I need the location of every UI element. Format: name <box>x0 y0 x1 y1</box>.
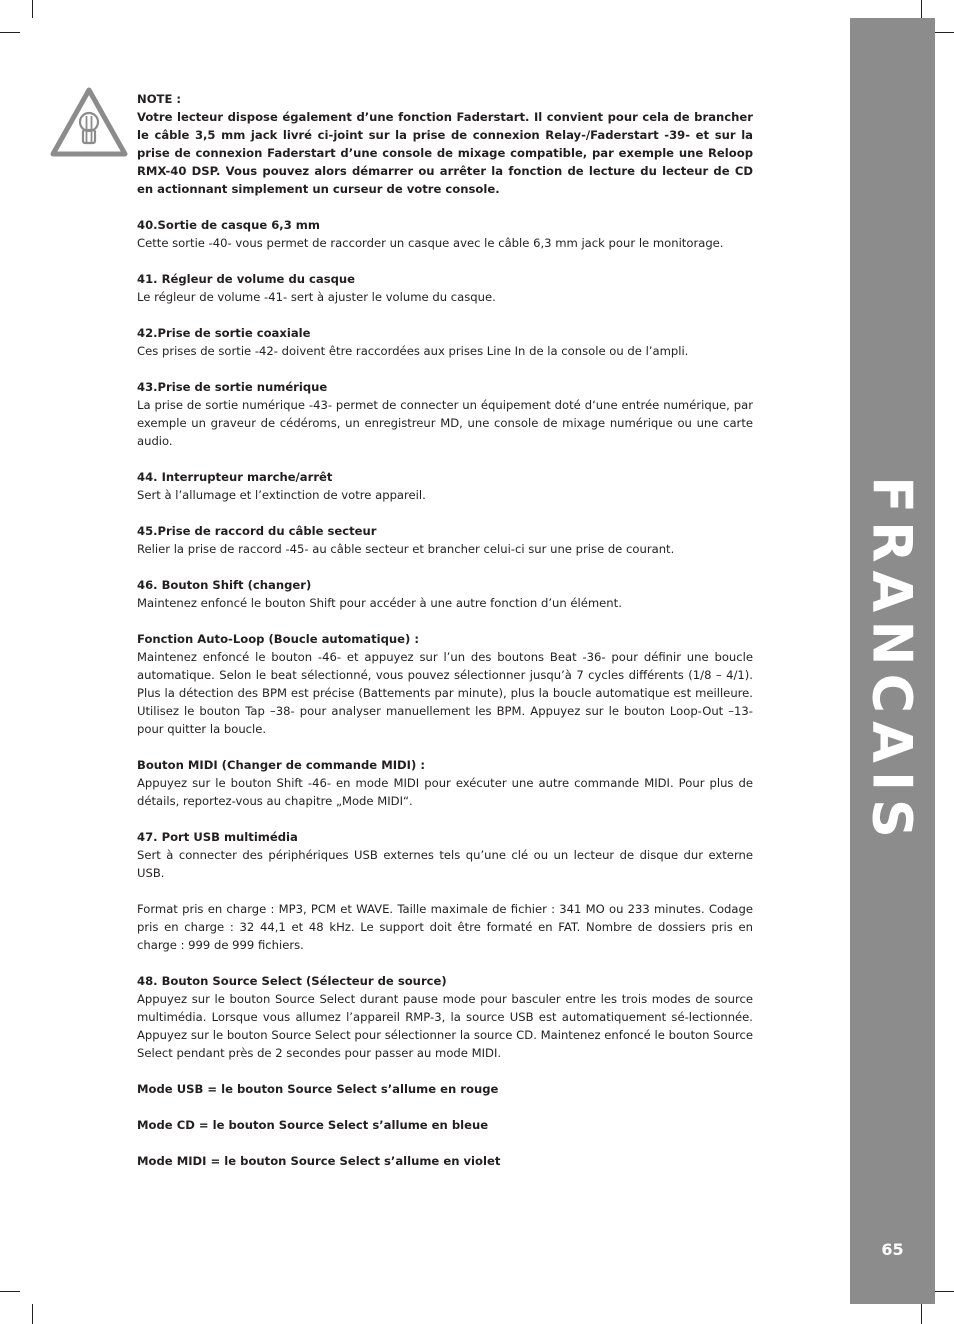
section-text: Cette sortie -40- vous permet de raccorder un casque avec le câble 6,3 mm jack pour le monitorage. <box>137 236 724 250</box>
crop-mark <box>32 1304 33 1324</box>
supported-formats-text: Format pris en charge : MP3, PCM et WAVE. Taille maximale de fichier : 341 MO ou 233 minutes. Codage pris en charge : 32 44,1 et 48 kHz. Le support doit être formaté en FAT. Nombre de dossiers pris en charge : 999 de 999 fichiers. <box>137 902 753 952</box>
note-heading: NOTE : <box>137 92 182 106</box>
section-text: La prise de sortie numérique -43- permet de connecter un équipement doté d‘une entrée numérique, par exemple un graveur de cédéroms, un enregistreur MD, une console de mixage numérique ou une carte audio. <box>137 398 753 448</box>
section-text: Sert à l’allumage et l’extinction de votre appareil. <box>137 488 426 502</box>
section-heading: Bouton MIDI (Changer de commande MIDI) : <box>137 758 425 772</box>
section-heading: 45.Prise de raccord du câble secteur <box>137 524 377 538</box>
mode-usb-line: Mode USB = le bouton Source Select s’allume en rouge <box>137 1082 499 1096</box>
mode-midi-line: Mode MIDI = le bouton Source Select s’allume en violet <box>137 1154 501 1168</box>
section-text: Sert à connecter des périphériques USB externes tels qu’une clé ou un lecteur de disque dur externe USB. <box>137 848 753 880</box>
section-text: Le régleur de volume -41- sert à ajuster le volume du casque. <box>137 290 496 304</box>
section-heading: 40.Sortie de casque 6,3 mm <box>137 218 320 232</box>
crop-mark <box>0 32 20 33</box>
page-number: 65 <box>881 1240 904 1259</box>
section-text: Maintenez enfoncé le bouton -46- et appuyez sur l’un des boutons Beat -36- pour définir une boucle automatique. Selon le beat sélectionné, vous pouvez sélectionner jusqu’à 7 cycles différents (1/8 – 4/1). Plus la détection des BPM est précise (Battements par minute), plus la boucle automatique est meilleure. Utilisez le bouton Tap –38- pour analyser manuellement les BPM. Appuyez sur le bouton Loop-Out –13- pour quitter la boucle. <box>137 650 753 736</box>
section-heading: Fonction Auto-Loop (Boucle automatique) : <box>137 632 420 646</box>
caution-triangle-lightbulb-icon <box>50 86 128 158</box>
section-heading: 48. Bouton Source Select (Sélecteur de source) <box>137 974 447 988</box>
crop-mark <box>921 1304 922 1324</box>
section-heading: 44. Interrupteur marche/arrêt <box>137 470 333 484</box>
section-text: Appuyez sur le bouton Shift -46- en mode MIDI pour exécuter une autre commande MIDI. Pour plus de détails, reportez-vous au chapitre „Mode MIDI“. <box>137 776 753 808</box>
language-title: FRANCAIS <box>860 476 924 846</box>
section-heading: 43.Prise de sortie numérique <box>137 380 328 394</box>
crop-mark <box>934 32 954 33</box>
mode-cd-line: Mode CD = le bouton Source Select s’allume en bleue <box>137 1118 489 1132</box>
note-text: Votre lecteur dispose également d’une fonction Faderstart. Il convient pour cela de brancher le câble 3,5 mm jack livré ci-joint sur la prise de connexion Relay-/Faderstart -39- et sur la prise de connexion Faderstart d’une console de mixage compatible, par exemple une Reloop RMX-40 DSP. Vous pouvez alors démarrer ou arrêter la fonction de lecture du lecteur de CD en actionnant simplement un curseur de votre console. <box>137 110 753 196</box>
crop-mark <box>921 0 922 18</box>
section-heading: 41. Régleur de volume du casque <box>137 272 356 286</box>
section-text: Ces prises de sortie -42- doivent être raccordées aux prises Line In de la console ou de l’ampli. <box>137 344 689 358</box>
section-text: Appuyez sur le bouton Source Select durant pause mode pour basculer entre les trois modes de source multimédia. Lorsque vous allumez l’appareil RMP-3, la source USB est automatiquement sé-lectionnée. Appuyez sur le bouton Source Select pour sélectionner la source CD. Maintenez enfoncé le bouton Source Select pendant près de 2 secondes pour passer au mode MIDI. <box>137 992 753 1060</box>
section-heading: 47. Port USB multimédia <box>137 830 298 844</box>
crop-mark <box>934 1291 954 1292</box>
language-sidebar <box>850 18 935 1304</box>
crop-mark <box>0 1291 20 1292</box>
manual-content <box>137 90 753 1170</box>
crop-mark <box>32 0 33 18</box>
section-text: Relier la prise de raccord -45- au câble secteur et brancher celui-ci sur une prise de courant. <box>137 542 675 556</box>
language-tab <box>850 18 935 1304</box>
section-heading: 42.Prise de sortie coaxiale <box>137 326 311 340</box>
section-heading: 46. Bouton Shift (changer) <box>137 578 312 592</box>
section-text: Maintenez enfoncé le bouton Shift pour accéder à une autre fonction d’un élément. <box>137 596 622 610</box>
